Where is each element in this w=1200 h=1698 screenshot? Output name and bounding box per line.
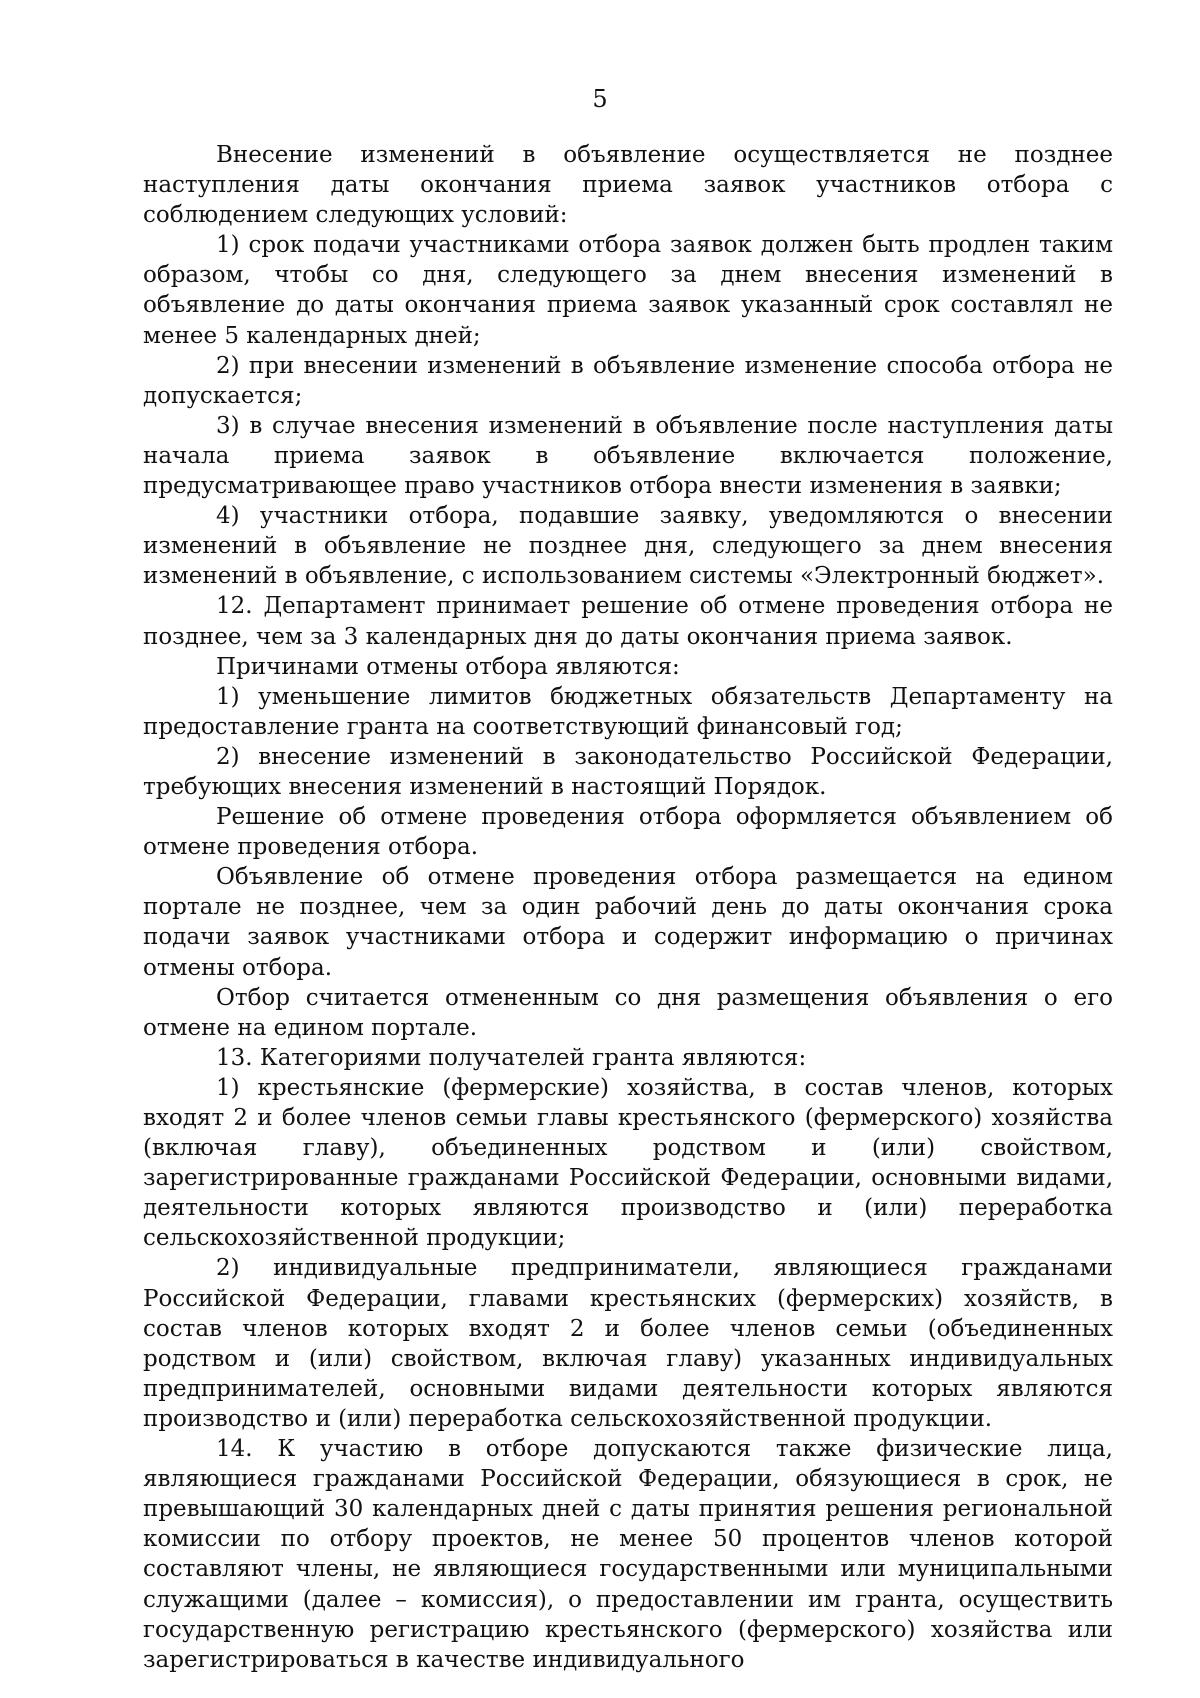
paragraph-cancellation-reason-2: 2) внесение изменений в законодательство Российской Федерации, требующих внесения изменений в настоящий Порядок. <box>143 743 1113 800</box>
paragraph-cancellation-effective: Отбор считается отмененным со дня размещения объявления о его отмене на едином портале. <box>143 984 1113 1041</box>
page-number: 5 <box>592 85 608 113</box>
paragraph-amendment-condition-4: 4) участники отбора, подавшие заявку, уведомляются о внесении изменений в объявление не позднее дня, следующего за днем внесения изменений в объявление, с использованием системы «Электронный бюджет». <box>143 503 1113 590</box>
paragraph-clause-14: 14. К участию в отборе допускаются также физические лица, являющиеся гражданами Российской Федерации, обязующиеся в срок, не превышающий 30 календарных дней с даты принятия решения региональной комиссии по отбору проектов, не менее 50 процентов членов которой составляют члены, не являющиеся государственными или муниципальными служащими (далее – комиссия), о предоставлении им гранта, осуществить государственную регистрацию крестьянского (фермерского) хозяйства или зарегистрироваться в качестве индивидуального <box>143 1436 1113 1673</box>
document-body <box>143 140 1113 1675</box>
paragraph-amendment-condition-1: 1) срок подачи участниками отбора заявок должен быть продлен таким образом, чтобы со дня, следующего за днем внесения изменений в объявление до даты окончания приема заявок указанный срок составлял не менее 5 календарных дней; <box>143 232 1113 349</box>
paragraph-amendment-condition-2: 2) при внесении изменений в объявление изменение способа отбора не допускается; <box>143 352 1113 409</box>
paragraph-clause-12: 12. Департамент принимает решение об отмене проведения отбора не позднее, чем за 3 календарных дня до даты окончания приема заявок. <box>143 593 1113 650</box>
paragraph-amendment-condition-3: 3) в случае внесения изменений в объявление после наступления даты начала приема заявок в объявление включается положение, предусматривающее право участников отбора внести изменения в заявки; <box>143 412 1113 500</box>
paragraph-clause-13: 13. Категориями получателей гранта являются: <box>216 1044 807 1071</box>
paragraph-category-1: 1) крестьянские (фермерские) хозяйства, в состав членов, которых входят 2 и более членов семьи главы крестьянского (фермерского) хозяйства (включая главу), объединенных родством и (или) свойством, зарегистрированные гражданами Российской Федерации, основными видами, деятельности которых являются производство и (или) переработка сельскохозяйственной продукции; <box>143 1074 1113 1252</box>
paragraph-cancellation-reasons-intro: Причинами отмены отбора являются: <box>216 653 680 680</box>
paragraph-category-2: 2) индивидуальные предприниматели, являющиеся гражданами Российской Федерации, главами крестьянских (фермерских) хозяйств, в состав членов которых входят 2 и более членов семьи (объединенных родством и (или) свойством, включая главу) указанных индивидуальных предпринимателей, основными видами деятельности которых являются производство и (или) переработка сельскохозяйственной продукции. <box>143 1255 1113 1432</box>
paragraph-cancellation-announcement: Объявление об отмене проведения отбора размещается на едином портале не позднее, чем за один рабочий день до даты окончания срока подачи заявок участниками отбора и содержит информацию о причинах отмены отбора. <box>143 864 1113 981</box>
paragraph-cancellation-reason-1: 1) уменьшение лимитов бюджетных обязательств Департаменту на предоставление гранта на соответствующий финансовый год; <box>143 683 1113 740</box>
paragraph-cancellation-decision: Решение об отмене проведения отбора оформляется объявлением об отмене проведения отбора. <box>143 804 1113 861</box>
paragraph-amendment-intro: Внесение изменений в объявление осуществляется не позднее наступления даты окончания приема заявок участников отбора с соблюдением следующих условий: <box>143 142 1113 229</box>
